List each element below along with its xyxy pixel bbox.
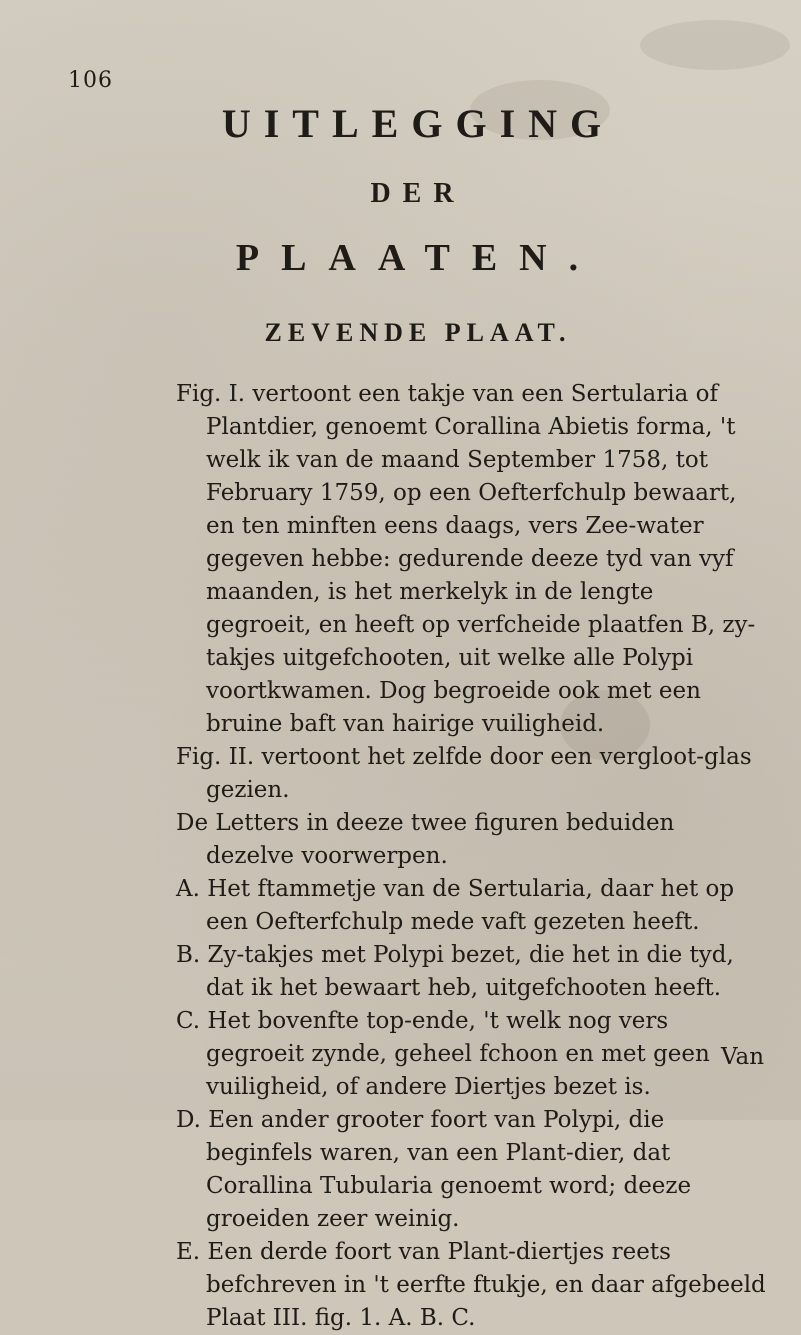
paper-stain <box>640 20 790 70</box>
title-line-2: DER <box>370 178 466 209</box>
catchword: Van <box>721 1044 765 1070</box>
paragraph-e <box>176 1236 766 1335</box>
paragraph-text: Het ftammetje van de Sertularia, daar het op een Oefterfchulp mede vaft gezeten heeft. <box>206 876 735 935</box>
paragraph-text: vertoont het zelfde door een vergloot-glas gezien. <box>206 744 752 803</box>
paragraph-label: C. <box>176 1008 201 1034</box>
paragraph-label: A. <box>176 876 200 902</box>
paragraph-b <box>176 939 766 1005</box>
paragraph-letters-note <box>176 807 766 873</box>
paragraph-label: B. <box>176 942 201 968</box>
explanation-body <box>176 378 766 1335</box>
paragraph-text: Zy-takjes met Polypi bezet, die het in die tyd, dat ik het bewaart heb, uitgefchooten heeft. <box>206 942 734 1001</box>
paragraph-a <box>176 873 766 939</box>
paragraph-fig-1 <box>176 378 766 741</box>
title-line-1: UITLEGGING <box>221 101 615 146</box>
paragraph-label: Fig. II. <box>176 744 255 770</box>
paragraph-text: Het bovenfte top-ende, 't welk nog vers gegroeit zynde, geheel fchoon en met geen vuiligheid, of andere Diertjes bezet is. <box>206 1008 710 1100</box>
page-number: 106 <box>68 68 113 93</box>
paragraph-text: Een derde foort van Plant-diertjes reets befchreven in 't eerfte ftukje, en daar afgebeeld Plaat III. fig. 1. A. B. C. <box>206 1239 766 1331</box>
paragraph-text: Een ander grooter foort van Polypi, die beginfels waren, van een Plant-dier, dat Corallina Tubularia genoemt word; deeze groeiden zeer weinig. <box>206 1107 692 1232</box>
paragraph-label: Fig. I. <box>176 381 246 407</box>
paragraph-c <box>176 1005 766 1104</box>
paragraph-label: D. <box>176 1107 201 1133</box>
paragraph-fig-2 <box>176 741 766 807</box>
paragraph-d <box>176 1104 766 1236</box>
paragraph-label: E. <box>176 1239 201 1265</box>
paragraph-text: De Letters in deeze twee figuren beduiden dezelve voorwerpen. <box>176 810 675 869</box>
title-line-3: PLAATEN. <box>235 237 601 279</box>
plate-heading: ZEVENDE PLAAT. <box>264 318 572 347</box>
paragraph-text: vertoont een takje van een Sertularia of Plantdier, genoemt Corallina Abietis forma, 't welk ik van de maand September 1758, tot February 1759, op een Oefterfchulp bewaart, en ten minften eens daags, vers Zee-water gegeven hebbe: gedurende deeze tyd van vyf maanden, is het merkelyk in de lengte gegroeit, en heeft op verfcheide plaatfen B, zy-takjes uitgefchooten, uit welke alle Polypi voortkwamen. Dog begroeide ook met een bruine baft van hairige vuiligheid. <box>206 381 756 737</box>
